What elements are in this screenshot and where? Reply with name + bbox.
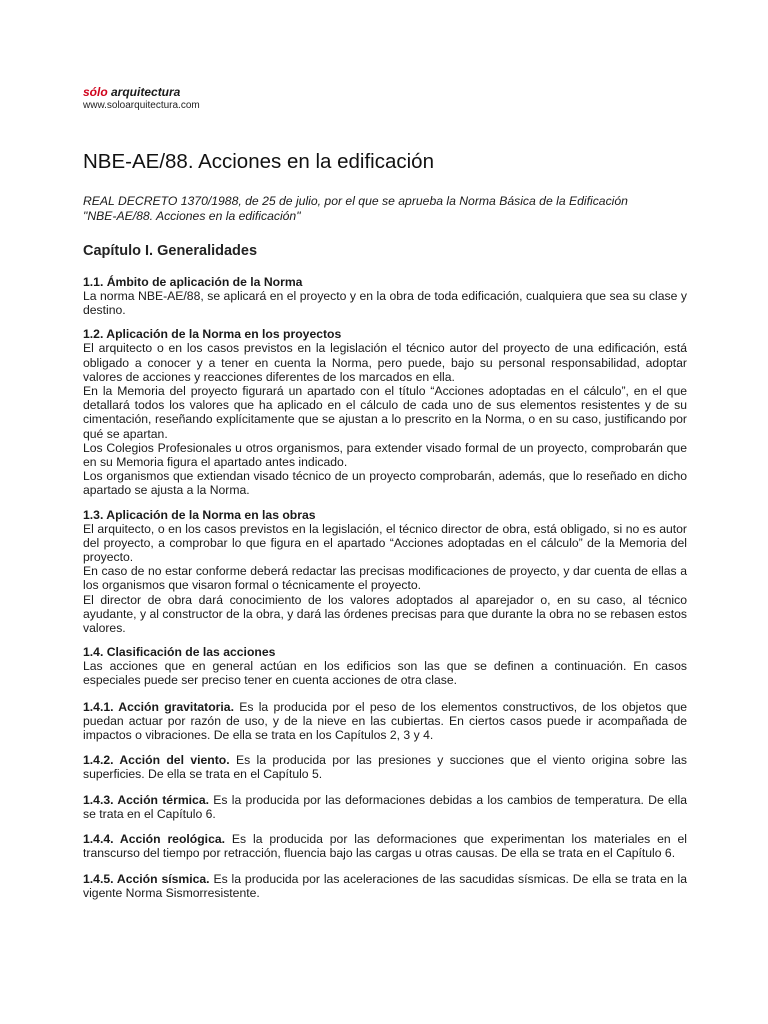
section-title: 1.4. Clasificación de las acciones [83, 645, 276, 660]
brand-name-rest: arquitectura [107, 85, 181, 99]
section-title: 1.1. Ámbito de aplicación de la Norma [83, 275, 303, 289]
decree-line: "NBE-AE/88. Acciones en la edificación" [83, 209, 301, 223]
decree-reference [83, 194, 687, 224]
decree-line: REAL DECRETO 1370/1988, de 25 de julio, por el que se aprueba la Norma Básica de la Edificación [83, 194, 628, 208]
brand-name [83, 85, 180, 99]
subsection-text: Es la producida por las presiones y succiones que el viento origina sobre las superficies. De ella se trata en el Capítulo 5. [83, 753, 688, 782]
section [83, 275, 687, 317]
subsection [83, 700, 687, 743]
paragraph: Las acciones que en general actúan en los edificios son las que se definen a continuación. En casos especiales puede ser preciso tener en cuenta acciones de otra clase. [83, 659, 687, 688]
brand-url: www.soloarquitectura.com [83, 100, 200, 111]
paragraph: En caso de no estar conforme deberá redactar las precisas modificaciones de proyecto, y dar cuenta de ellas a los organismos que visaron formal o técnicamente el proyecto. [83, 564, 687, 593]
brand-name-highlight: sólo [83, 85, 108, 99]
subsection-text: Es la producida por las aceleraciones de las sacudidas sísmicas. De ella se trata en la vigente Norma Sismorresistente. [83, 871, 687, 900]
paragraph: El arquitecto o en los casos previstos en la legislación el técnico autor del proyecto de una edificación, está obligado a conocer y a tener en cuenta la Norma, pero puede, bajo su personal responsabilidad, adoptar valores de acciones y reacciones diferentes de los marcados en ella. [83, 341, 687, 384]
paragraph: El arquitecto, o en los casos previstos en la legislación, el técnico director de obra, está obligado, si no es autor del proyecto, a comprobar lo que figura en el apartado “Acciones adoptadas en el cálculo” de la Memoria del proyecto. [83, 521, 687, 565]
section-title: 1.3. Aplicación de la Norma en las obras [83, 507, 316, 522]
paragraph: Los organismos que extiendan visado técnico de un proyecto comprobarán, además, que lo reseñado en dicho apartado se ajusta a la Norma. [83, 469, 687, 498]
subsection [83, 832, 687, 860]
subsection [83, 872, 687, 900]
subsection-text: Es la producida por las deformaciones debidas a los cambios de temperatura. De ella se trata en el Capítulo 6. [83, 792, 687, 821]
paragraph: El director de obra dará conocimiento de los valores adoptados al aparejador o, en su caso, al técnico ayudante, y al constructor de la obra, y dará las órdenes precisas para que durante la obra no se rebasen estos valores. [83, 592, 687, 636]
subsection-term: 1.4.1. Acción gravitatoria. [83, 699, 234, 714]
section [83, 645, 687, 687]
document-body [83, 147, 687, 911]
subsection-term: 1.4.5. Acción sísmica. [83, 871, 210, 886]
subsection [83, 793, 687, 821]
section [83, 327, 687, 497]
subsection [83, 753, 687, 781]
subsection-term: 1.4.4. Acción reológica. [83, 832, 226, 847]
subsection-term: 1.4.3. Acción térmica. [83, 792, 209, 807]
chapter-heading: Capítulo I. Generalidades [83, 243, 258, 259]
subsection-text: Es la producida por el peso de los elementos constructivos, de los objetos que puedan actuar por razón de uso, y de la nieve en las cubiertas. En ciertos casos puede ir acompañada de impactos o vibraciones. De ella se trata en los Capítulos 2, 3 y 4. [83, 699, 688, 743]
section-title: 1.2. Aplicación de la Norma en los proyectos [83, 327, 342, 342]
paragraph: En la Memoria del proyecto figurará un apartado con el título “Acciones adoptadas en el cálculo”, en el que detallará todos los valores que ha aplicado en el cálculo de cada uno de sus elementos resistentes y de su cimentación, reseñando explícitamente que se ajustan a lo prescrito en la Norma, o en su caso, justificando por qué se apartan. [83, 384, 687, 441]
brand-header [83, 85, 200, 113]
paragraph: Los Colegios Profesionales u otros organismos, para extender visado formal de un proyecto, comprobarán que en su Memoria figura el apartado antes indicado. [83, 440, 687, 470]
subsection-term: 1.4.2. Acción del viento. [83, 753, 230, 768]
paragraph: La norma NBE-AE/88, se aplicará en el proyecto y en la obra de toda edificación, cualquiera que sea su clase y destino. [83, 289, 687, 318]
subsection-text: Es la producida por las deformaciones que experimentan los materiales en el transcurso del tiempo por retracción, fluencia bajo las cargas u otras causas. De ella se trata en el Capítulo 6. [83, 832, 687, 861]
document-title: NBE-AE/88. Acciones en la edificación [83, 150, 434, 173]
section [83, 508, 687, 636]
